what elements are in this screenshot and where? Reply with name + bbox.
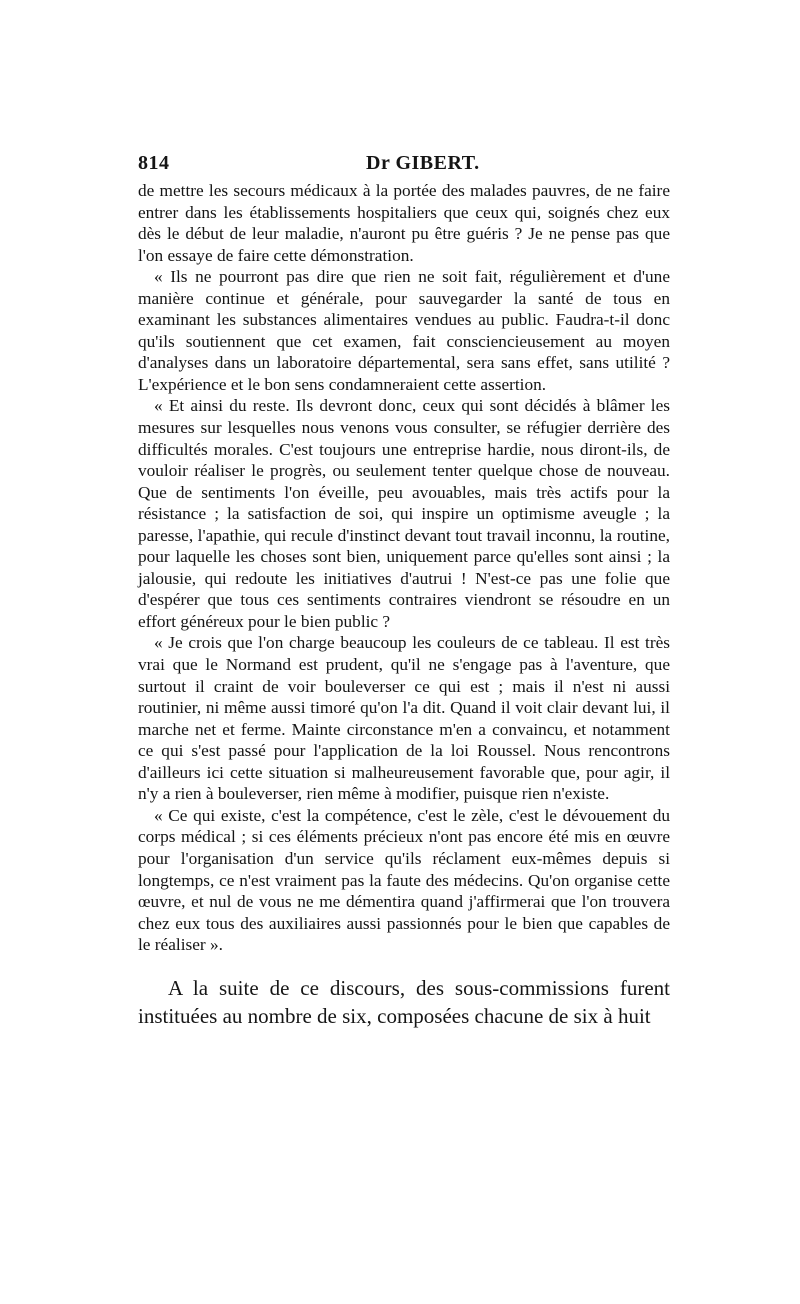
paragraph-quote-resistance: « Et ainsi du reste. Ils devront donc, ceux qui sont décidés à blâmer les mesures sur lesquelles nous venons vous consulter, se réfugier derrière des difficultés morales. C'est toujours une entreprise hardie, nous diront-ils, de vouloir réaliser le progrès, ou seulement tenter quelque chose de nouveau. Que de sentiments l'on éveille, peu avouables, mais très actifs pour la résistance ; la satisfaction de soi, qui inspire un optimisme aveugle ; la paresse, l'apathie, qui recule d'instinct devant tout travail inconnu, la routine, pour laquelle les choses sont bien, uniquement parce qu'elles sont ainsi ; la jalousie, qui redoute les initiatives d'autrui ! N'est-ce pas une folie que d'espérer que tous ces sentiments contraires viendront se résoudre en un effort généreux pour le bien public ?: [138, 396, 670, 631]
paragraph-quote-normand: « Je crois que l'on charge beaucoup les couleurs de ce tableau. Il est très vrai que le Normand est prudent, qu'il ne s'engage pas à l'aventure, que surtout il craint de voir bouleverser ce qui est ; mais il n'est ni aussi routinier, ni même aussi timoré qu'on l'a dit. Quand il voit clair devant lui, il marche net et ferme. Mainte circonstance m'en a convaincu, et notamment ce qui s'est passé pour l'application de la loi Roussel. Nous rencontrons d'ailleurs ici cette situation si malheureusement favorable que, pour agir, il n'y a rien à bouleverser, rien même à modifier, puisque rien n'existe.: [138, 633, 670, 804]
running-head: Dr GIBERT.: [366, 152, 480, 174]
paragraph-continuation: de mettre les secours médicaux à la portée des malades pauvres, de ne faire entrer dans les établissements hospitaliers que ceux qui, soignés chez eux dès le début de leur maladie, n'auront pu être guéris ? Je ne pense pas que l'on essaye de faire cette démonstration.: [138, 181, 670, 265]
paragraph-gap: [138, 956, 670, 974]
paragraph-quote-analysis: « Ils ne pourront pas dire que rien ne soit fait, régulièrement et d'une manière continue et générale, pour sauvegarder la santé de tous en examinant les substances alimentaires vendues au public. Faudra-t-il donc qu'ils soutiennent que cet examen, fait consciencieusement au moyen d'analyses dans un laboratoire départemental, sera sans effet, sans utilité ? L'expérience et le bon sens condamneraient cette assertion.: [138, 267, 670, 394]
page-header: [138, 152, 670, 182]
paragraph-quote-medical-corps: « Ce qui existe, c'est la compétence, c'est le zèle, c'est le dévouement du corps médical ; si ces éléments précieux n'ont pas encore été mis en œuvre pour l'organisation d'un service qu'ils réclament eux-mêmes depuis si longtemps, ce n'est vraiment pas la faute des médecins. Qu'on organise cette œuvre, et nul de vous ne me démentira quand j'affirmerai que l'on trouvera chez eux tous des auxiliaires aussi passionnés pour le bien que capables de le réaliser ».: [138, 805, 670, 955]
body-text: [138, 180, 670, 1031]
paragraph-sub-commissions: A la suite de ce discours, des sous-commissions furent instituées au nombre de six, composées chacune de six à huit: [138, 975, 670, 1029]
page-number: 814: [138, 152, 170, 174]
